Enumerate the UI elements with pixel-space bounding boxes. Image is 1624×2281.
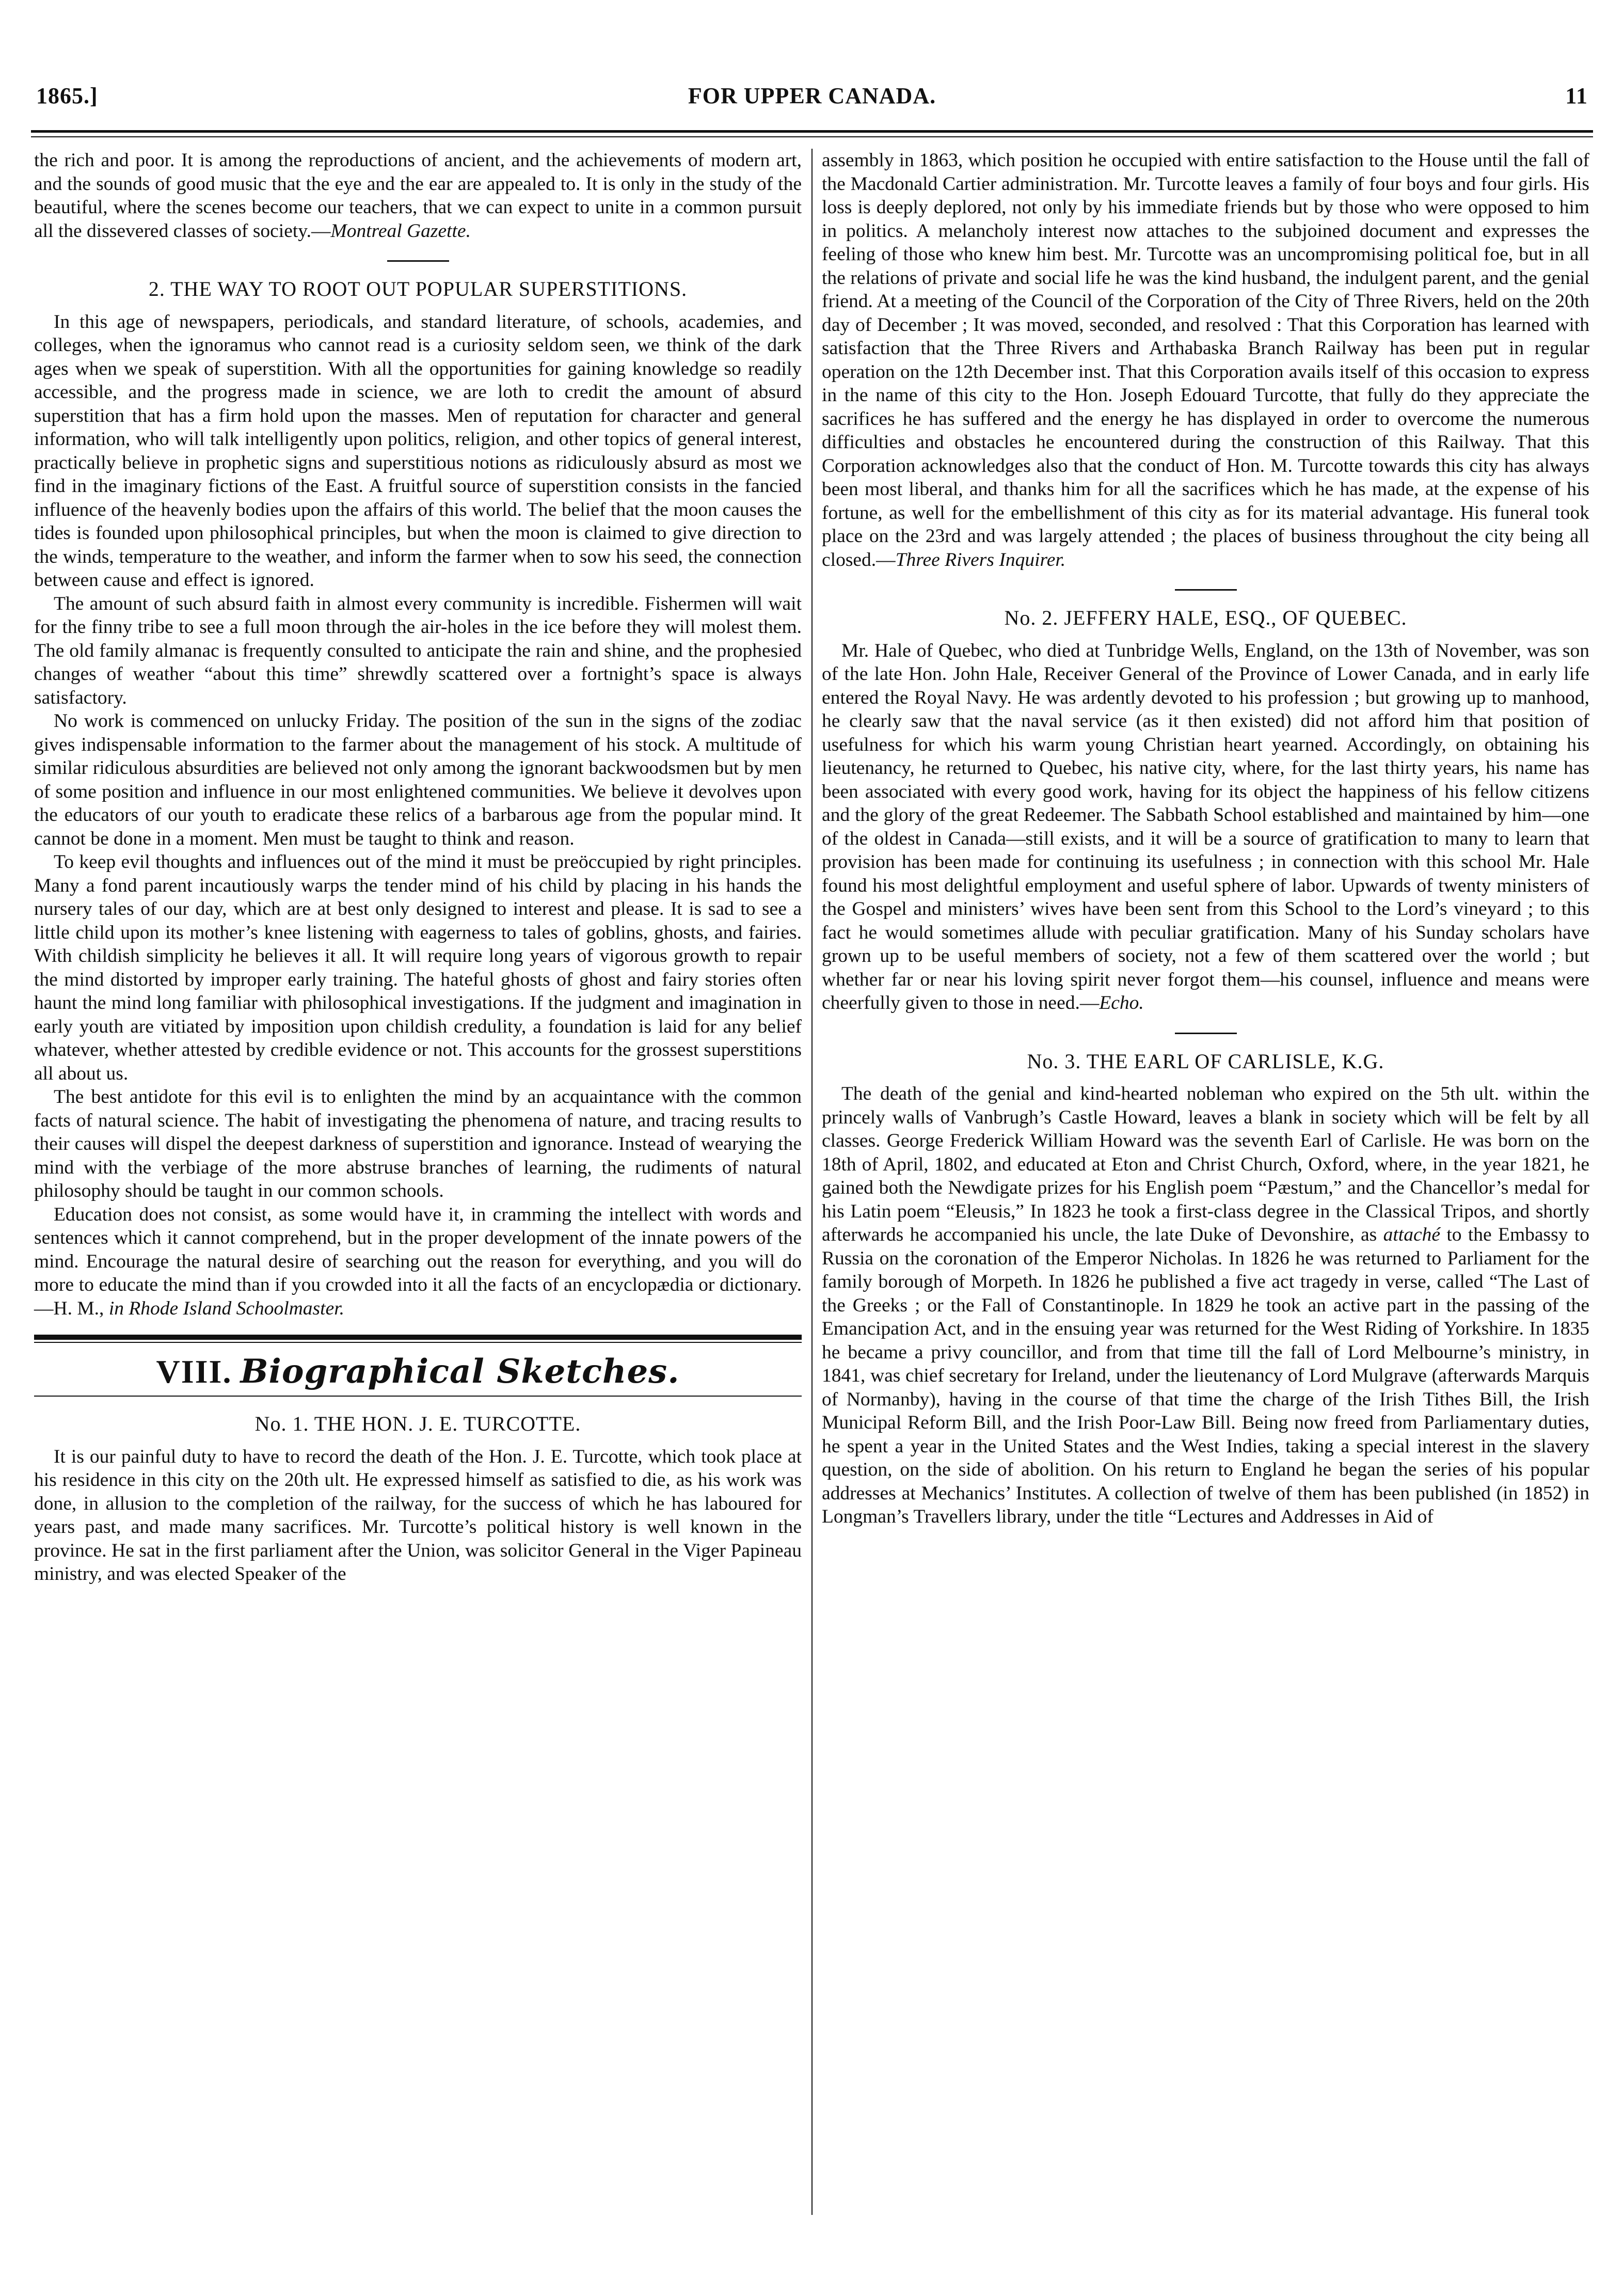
carlisle-attache: attaché [1383,1224,1440,1245]
left-column [34,149,802,1586]
superstitions-heading: 2. THE WAY TO ROOT OUT POPULAR SUPERSTITIONS. [148,277,688,300]
superstitions-paragraph-4: To keep evil thoughts and influences out of the mind it must be preöccupied by right principles. Many a fond parent incautiously warps the tender mind of his child by placing in his hands the nursery tales of our day, which are at best only designed to interest and please. It is sad to see a little child upon its mother’s knee listening with eagerness to tales of goblins, ghosts, and fairies. With childish simplicity he believes it all. It will require long years of vigorous growth to repair the mind distorted by improper early training. The hateful ghosts of ghost and fairy stories often haunt the mind long familiar with philosophical investigations. If the judgment and imagination in early youth are vitiated by imposition upon childish credulity, a foundation is laid for any belief whatever, whether attested by credible evidence or not. This accounts for the grossest superstitions all about us. [34,851,802,1084]
article-separator [1175,1033,1237,1034]
superstitions-paragraph-2: The amount of such absurd faith in almost every community is incredible. Fishermen will wait for the finny tribe to see a full moon through the air-holes in the ice before they will molest them. The old family almanac is frequently consulted to anticipate the rain and shine, and the prophesied changes of weather “about this time” shrewdly scattered over a fortnight’s space is always satisfactory. [34,593,802,708]
hale-source: Echo. [1099,992,1144,1013]
section-name: Biographical Sketches. [240,1352,680,1391]
hale-paragraph-1 [822,639,1589,1015]
running-head [31,83,1593,119]
header-rule-thin [31,136,1593,137]
turcotte-continued-text: assembly in 1863, which position he occupied with entire satisfaction to the House until the fall of the Macdonald Cartier administration. Mr. Turcotte leaves a family of four boys and four girls. His loss is deeply deplored, not only by his immediate friends but by those who were opposed to him in politics. A melancholy interest now attaches to the subjoined document and expresses the feeling of those who knew him best. Mr. Turcotte was an uncompromising political foe, but in all the relations of private and social life he was the kind husband, the indulgent parent, and the genial friend. At a meeting of the Council of the Corporation of the City of Three Rivers, held on the 20th day of December ; It was moved, seconded, and resolved : That this Corporation has learned with satisfaction that the Three Rivers and Arthabaska Branch Railway has been put in regular operation on the 12th December inst. That this Corporation avails itself of this occasion to express in the name of this city to the Hon. Joseph Edouard Turcotte, that fully do they appreciate the sacrifices he has suffered and the energy he has displayed in order to overcome the numerous difficulties and obstacles he encountered during the construction of this Railway. That this Corporation acknowledges also that the conduct of Hon. M. Turcotte towards this city has always been most liberal, and thanks him for all the sacrifices which he has made, at the expense of his fortune, as well for the embellishment of this city as for its material advantage. His funeral took place on the 23rd and was largely attended ; the places of business throughout the city being all closed.— [822,150,1589,571]
hale-paragraph-1-text: Mr. Hale of Quebec, who died at Tunbridge Wells, England, on the 13th of November, was son of the late Hon. John Hale, Receiver General of the Province of Lower Canada, and in early life entered the Royal Navy. He was ardently devoted to his profession ; but growing up to manhood, he clearly saw that the naval service (as it then existed) did not afford him that position of usefulness for which his warm young Christian heart yearned. Accordingly, on obtaining his lieutenancy, he returned to Quebec, his native city, where, for the last thirty years, his name has been associated with every good work, having for its object the happiness of his fellow citizens and the glory of the great Redeemer. The Sabbath School established and maintained by him—one of the oldest in Canada—still exists, and it will be a source of gratification to many to learn that provision has been made for continuing its usefulness ; in connection with this school Mr. Hale found his most delightful employment and useful sphere of labor. Upwards of twenty ministers of the Gospel and ministers’ wives have been sent from this School to the Lord’s vineyard ; to this fact he would sometimes allude with peculiar gratification. Many of his Sunday scholars have grown up to be useful members of society, not a few of them scattered over the world ; but whether far or near his loving spirit never forgot them—his counsel, influence and means were cheerfully given to those in need.— [822,640,1589,1013]
intro-source: Montreal Gazette. [330,220,471,242]
section-bar-thin [34,1342,802,1343]
section-bar-thick [34,1335,802,1340]
intro-text: the rich and poor. It is among the reproductions of ancient, and the achievements of modern art, and the sounds of good music that the eye and the ear are appealed to. It is only in the study of the beautiful, where the scenes become our teachers, that we can expect to unite in a common pursuit all the dissevered classes of society.— [34,150,802,242]
superstitions-paragraph-5: The best antidote for this evil is to enlighten the mind by an acquaintance with the common facts of natural science. The habit of investigating the phenomena of nature, and tracing results to their causes will dispel the deepest darkness of superstition and ignorance. Instead of wearying the mind with the verbiage of the more abstruse branches of learning, the rudiments of natural philosophy should be taught in our common schools. [34,1086,802,1201]
right-column [822,149,1589,1529]
header-title: FOR UPPER CANADA. [688,83,936,108]
section-underline [34,1396,802,1397]
turcotte-continued [822,149,1589,572]
header-rule-thick [31,130,1593,133]
turcotte-paragraph-1: It is our painful duty to have to record the death of the Hon. J. E. Turcotte, which took place at his residence in this city on the 20th ult. He expressed himself as satisfied to die, as his work was done, in allusion to the completion of the railway, for the success of which he has laboured for years past, and made many sacrifices. Mr. Turcotte’s political history is well known in the province. He sat in the first parliament after the Union, was solicitor General in the Viger Papineau ministry, and was elected Speaker of the [34,1446,802,1585]
section-number: VIII. [156,1353,232,1390]
superstitions-paragraph-6-text: Education does not consist, as some would have it, in cramming the intellect with words and sentences which it cannot comprehend, but in the proper development of the innate powers of the mind. Encourage the natural desire of searching out the reason for everything, and you will do more to educate the mind than if you crowded into it all the facts of an encyclopædia or dictionary.—H. M., [34,1203,802,1319]
article-separator [1175,589,1237,591]
superstitions-paragraph-1: In this age of newspapers, periodicals, and standard literature, of schools, academies, and colleges, when the ignoramus who cannot read is a curiosity seldom seen, we think of the dark ages when we speak of superstition. With all the opportunities for gaining knowledge so readily accessible, and the progress made in science, we are loth to credit the amount of absurd superstition that has a firm hold upon the masses. Men of reputation for character and general information, who will talk intelligently upon politics, religion, and other topics of general interest, practically believe in prophetic signs and superstitious notions as ridiculously absurd as most we find in the imaginary fictions of the East. A fruitful source of superstition consists in the fancied influence of the heavenly bodies upon the affairs of this world. The belief that the moon causes the tides is founded upon philosophical principles, but when the moon is claimed to give direction to the winds, temperature to the weather, and inform the farmer when to sow his seed, the connection between cause and effect is ignored. [34,311,802,591]
turcotte-source: Three Rivers Inquirer. [895,549,1066,571]
superstitions-source: in Rhode Island Schoolmaster. [108,1297,345,1319]
superstitions-paragraph-3: No work is commenced on unlucky Friday. The position of the sun in the signs of the zodiac gives indispensable information to the farmer about the management of his stock. A multitude of similar ridiculous absurdities are believed not only among the ignorant backwoodsmen but by men of some position and influence in our most enlightened communities. We believe it devolves upon the educators of our youth to eradicate these relics of a barbarous age from the popular mind. It cannot be done in a moment. Men must be taught to think and reason. [34,710,802,849]
carlisle-paragraph-1 [822,1082,1589,1529]
columns [31,149,1593,2246]
newspaper-page [31,83,1593,2246]
article-separator [387,260,449,262]
carlisle-paragraph-1a: The death of the genial and kind-hearted nobleman who expired on the 5th ult. within the princely walls of Vanbrugh’s Castle Howard, leaves a blank in society which will be felt by all classes. George Frederick William Howard was the seventh Earl of Carlisle. He was born on the 18th of April, 1802, and educated at Eton and Christ Church, Oxford, where, in the year 1821, he gained both the Newdigate prizes for his English poem “Pæstum,” and the Chancellor’s medal for his Latin poem “Eleusis,” In 1823 he took a first-class degree in the Classical Tripos, and shortly afterwards he accompanied his uncle, the late Duke of Devonshire, as [822,1083,1589,1245]
carlisle-heading: No. 3. THE EARL OF CARLISLE, K.G. [1027,1049,1384,1073]
superstitions-paragraph-6 [34,1203,802,1321]
intro-paragraph [34,149,802,243]
hale-heading: No. 2. JEFFERY HALE, ESQ., OF QUEBEC. [1004,606,1407,629]
turcotte-heading: No. 1. THE HON. J. E. TURCOTTE. [254,1412,581,1435]
header-page-number: 11 [1565,83,1588,108]
header-year: 1865.] [36,83,98,108]
carlisle-paragraph-1b: to the Embassy to Russia on the coronation of the Emperor Nicholas. In 1826 he was returned to Parliament for the family borough of Morpeth. In 1826 he published a five act tragedy in verse, called “The Last of the Greeks ; or the Fall of Constantinople. In 1829 he took an active part in the passing of the Emancipation Act, and in the ensuing year was returned for the West Riding of Yorkshire. In 1835 he became a privy councillor, and from that time till the fall of Lord Melbourne’s ministry, in 1841, was chief secretary for Ireland, under the lieutenancy of Lord Mulgrave (afterwards Marquis of Normanby), having in the course of that time the charge of the Irish Tithes Bill, the Irish Municipal Reform Bill, and the Irish Poor-Law Bill. Being now freed from Parliamentary duties, he spent a year in the United States and the West Indies, taking a special interest in the slavery question, on the side of abolition. On his return to England he began the series of his popular addresses at Mechanics’ Institutes. A collection of twelve of them has been published (in 1852) in Longman’s Travellers library, under the title “Lectures and Addresses in Aid of [822,1224,1589,1527]
section-title [34,1352,802,1391]
column-divider [811,149,813,2215]
